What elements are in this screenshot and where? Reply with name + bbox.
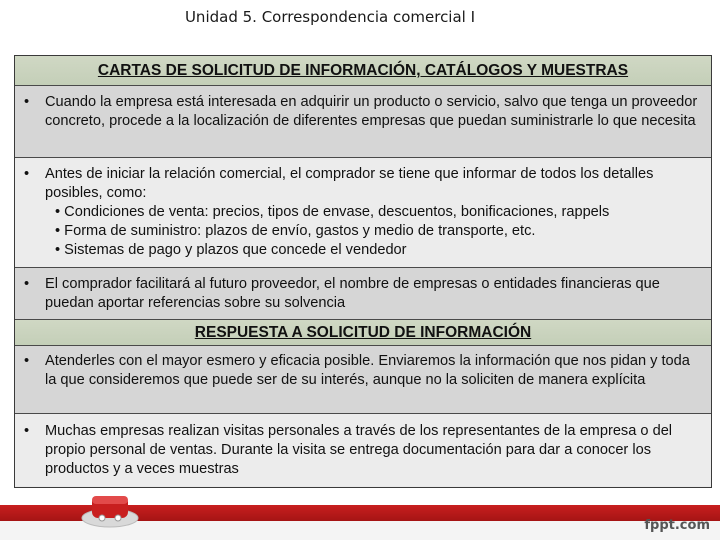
list-item (15, 345, 711, 413)
section-header-respuesta-text: RESPUESTA A SOLICITUD DE INFORMACIÓN (194, 324, 532, 341)
decorative-graphic-icon (78, 488, 142, 528)
sub-item-text: • Sistemas de pago y plazos que concede el vendedor (55, 242, 407, 258)
item-text: Antes de iniciar la relación comercial, el comprador se tiene que informar de todos los detalles posibles, como: (45, 166, 654, 201)
slide-title: Unidad 5. Correspondencia comercial I (184, 8, 476, 26)
list-item (15, 85, 711, 157)
bullet: • (24, 353, 30, 369)
item-text: Atenderles con el mayor esmero y eficacia posible. Enviaremos la información que nos pidan y toda la que consideremos que puede ser de su interés, aunque no la soliciten de manera explícita (45, 353, 690, 388)
bullet: • (24, 94, 30, 110)
brand-logo: fppt.com (644, 518, 710, 533)
list-item (15, 157, 711, 267)
sub-item-text: • Forma de suministro: plazos de envío, gastos y medio de transporte, etc. (55, 223, 536, 239)
bullet: • (24, 166, 30, 182)
sub-item-text: • Condiciones de venta: precios, tipos de envase, descuentos, bonificaciones, rappels (55, 204, 610, 220)
bullet: • (24, 423, 30, 439)
bullet: • (24, 276, 30, 292)
item-text: Cuando la empresa está interesada en adquirir un producto o servicio, salvo que tenga un proveedor concreto, procede a la localización de diferentes empresas que puedan suministrarle lo que necesita (45, 94, 698, 129)
list-item (15, 267, 711, 319)
item-text: El comprador facilitará al futuro proveedor, el nombre de empresas o entidades financieras que puedan aportar referencias sobre su solvencia (45, 276, 660, 311)
section-header-solicitud-text: CARTAS DE SOLICITUD DE INFORMACIÓN, CATÁLOGOS Y MUESTRAS (97, 62, 629, 79)
item-text: Muchas empresas realizan visitas personales a través de los representantes de la empresa o del propio personal de ventas. Durante la visita se entrega documentación para dar a conocer los productos y a veces muestras (45, 423, 673, 477)
section-header-respuesta (15, 319, 711, 345)
section-header-solicitud (15, 56, 711, 85)
content-table (14, 55, 712, 488)
list-item (15, 413, 711, 486)
